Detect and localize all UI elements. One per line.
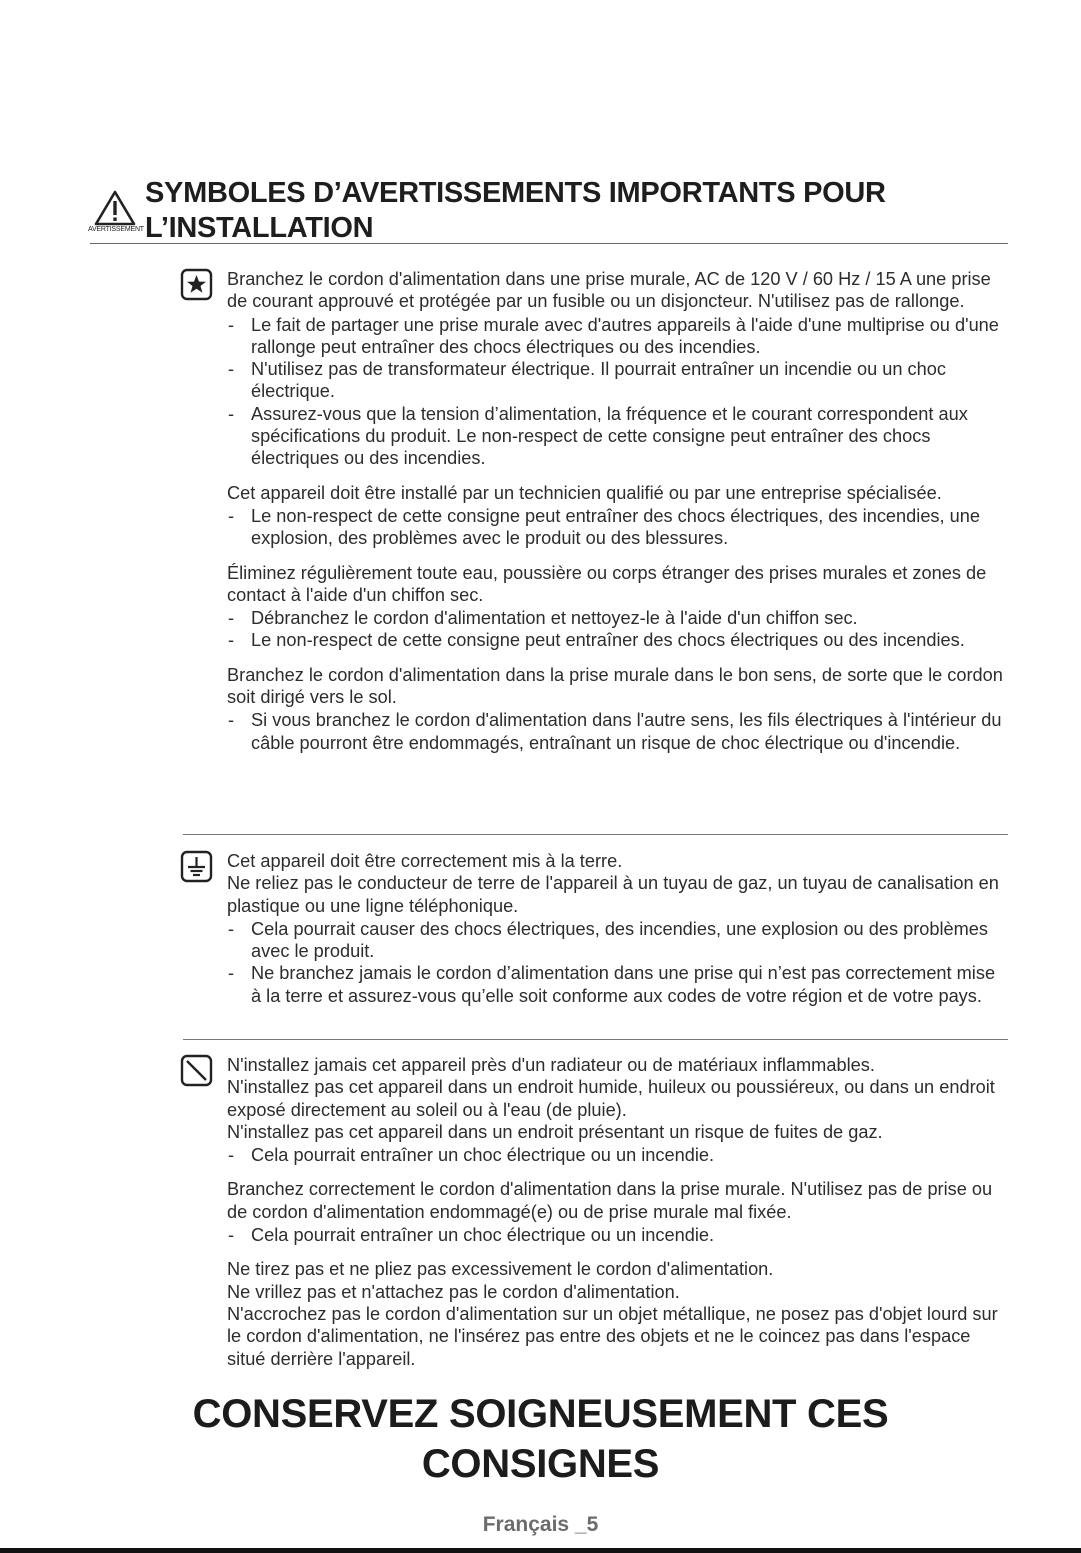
bullet-text: Cela pourrait entraîner un choc électrique ou un incendie. bbox=[251, 1225, 715, 1246]
bullet-text: Le non-respect de cette consigne peut entraîner des chocs électriques, des incendies, une explosion, des problèmes avec le produit ou des blessures. bbox=[251, 505, 980, 549]
instruction-line: Ne tirez pas et ne pliez pas excessivement le cordon d'alimentation. bbox=[227, 1259, 774, 1280]
bullet-item bbox=[227, 629, 1007, 651]
page-number: Français _5 bbox=[482, 1513, 599, 1536]
instruction-line: Ne reliez pas le conducteur de terre de l'appareil à un tuyau de gaz, un tuyau de canalisation en plastique ou une ligne téléphonique. bbox=[227, 873, 999, 916]
bullet-dash: - bbox=[228, 918, 235, 939]
bullet-dash: - bbox=[228, 314, 235, 335]
bullet-item bbox=[227, 962, 1007, 1007]
instruction-line: N'installez jamais cet appareil près d'un radiateur ou de matériaux inflammables. bbox=[227, 1055, 875, 1075]
instruction-paragraph bbox=[227, 1054, 1007, 1143]
title-line-1: SYMBOLES D’AVERTISSEMENTS IMPORTANTS POUR bbox=[145, 177, 886, 209]
bullet-item bbox=[227, 314, 1007, 359]
closing-notice-line-1: CONSERVEZ SOIGNEUSEMENT CES bbox=[192, 1392, 889, 1436]
bullet-item bbox=[227, 1144, 1007, 1166]
instruction-line: N'accrochez pas le cordon d'alimentation sur un objet métallique, ne posez pas d'objet lourd sur le cordon d'alimentation, ne l'insérez pas entre des objets et ne le coincez pas dans l'espace situé derrière l'appareil. bbox=[227, 1303, 998, 1369]
bullet-item bbox=[227, 709, 1007, 754]
bullet-text: Le fait de partager une prise murale avec d'autres appareils à l'aide d'une multiprise ou d'une rallonge peut entraîner des chocs électriques ou des incendies. bbox=[251, 314, 999, 357]
instruction-line: N'installez pas cet appareil dans un endroit humide, huileux ou poussiéreux, ou dans un endroit exposé directement au soleil ou à l'eau (de pluie). bbox=[227, 1077, 995, 1120]
bullet-text: Si vous branchez le cordon d'alimentation dans l'autre sens, les fils électriques à l'intérieur du câble pourront être endommagés, entraînant un risque de choc électrique ou d'incendie. bbox=[251, 710, 1002, 753]
bullet-text: N'utilisez pas de transformateur électrique. Il pourrait entraîner un incendie ou un choc électrique. bbox=[251, 359, 946, 402]
bullet-item bbox=[227, 1224, 1007, 1246]
bullet-dash: - bbox=[228, 710, 235, 731]
bullet-dash: - bbox=[228, 630, 235, 651]
bullet-dash: - bbox=[228, 1225, 235, 1246]
bullet-list bbox=[227, 1224, 1007, 1246]
warning-triangle-icon bbox=[94, 190, 136, 226]
section-divider bbox=[183, 1039, 1008, 1040]
bullet-text: Ne branchez jamais le cordon d’alimentation dans une prise qui n’est pas correctement mise à la terre et assurez-vous qu’elle soit conforme aux codes de votre région et de votre pays. bbox=[251, 963, 996, 1006]
bullet-list bbox=[227, 918, 1007, 1007]
bottom-border bbox=[0, 1548, 1081, 1553]
section-divider bbox=[183, 834, 1008, 835]
bullet-dash: - bbox=[228, 608, 235, 629]
instruction-paragraph: Branchez le cordon d'alimentation dans la prise murale dans le bon sens, de sorte que le cordon soit dirigé vers le sol. bbox=[227, 664, 1003, 708]
warning-symbol bbox=[88, 190, 142, 233]
bullet-list bbox=[227, 314, 1007, 470]
page-title bbox=[145, 176, 1005, 246]
section-body bbox=[227, 268, 1007, 766]
bullet-dash: - bbox=[228, 1145, 235, 1166]
title-divider bbox=[90, 243, 1008, 244]
instruction-paragraph: Branchez le cordon d'alimentation dans une prise murale, AC de 120 V / 60 Hz / 15 A une prise de courant approuvé et protégée par un fusible ou un disjoncteur. N'utilisez pas de rallonge. bbox=[227, 269, 991, 312]
bullet-item bbox=[227, 607, 1007, 629]
bullet-dash: - bbox=[228, 403, 235, 424]
instruction-paragraph bbox=[227, 1258, 1007, 1369]
bullet-text: Cela pourrait causer des chocs électriques, des incendies, une explosion ou des problèmes avec le produit. bbox=[251, 918, 989, 962]
prohibited-icon bbox=[180, 1054, 213, 1087]
star-icon bbox=[180, 268, 213, 301]
bullet-list bbox=[227, 505, 1007, 550]
instruction-paragraph: Branchez correctement le cordon d'alimentation dans la prise murale. N'utilisez pas de prise ou de cordon d'alimentation endommagé(e) ou de prise murale mal fixée. bbox=[227, 1179, 993, 1222]
instruction-line: Ne vrillez pas et n'attachez pas le cordon d'alimentation. bbox=[227, 1281, 680, 1302]
bullet-item bbox=[227, 358, 1007, 403]
bullet-dash: - bbox=[228, 505, 235, 526]
bullet-text: Débranchez le cordon d'alimentation et nettoyez-le à l'aide d'un chiffon sec. bbox=[251, 608, 858, 629]
bullet-text: Le non-respect de cette consigne peut entraîner des chocs électriques ou des incendies. bbox=[251, 630, 965, 651]
bullet-dash: - bbox=[228, 359, 235, 380]
ground-icon bbox=[180, 850, 213, 883]
instruction-line: N'installez pas cet appareil dans un endroit présentant un risque de fuites de gaz. bbox=[227, 1121, 883, 1142]
closing-notice bbox=[0, 1389, 1081, 1489]
closing-notice-line-2: CONSIGNES bbox=[421, 1442, 660, 1486]
instruction-paragraph: Cet appareil doit être installé par un technicien qualifié ou par une entreprise spécialisée. bbox=[227, 482, 942, 503]
instruction-line: Cet appareil doit être correctement mis à la terre. bbox=[227, 851, 623, 871]
bullet-item bbox=[227, 505, 1007, 550]
section-body bbox=[227, 850, 1007, 1019]
bullet-list bbox=[227, 1144, 1007, 1166]
warning-caption: AVERTISSEMENT bbox=[88, 226, 144, 233]
bullet-list bbox=[227, 607, 1007, 652]
bullet-list bbox=[227, 709, 1007, 754]
bullet-text: Assurez-vous que la tension d’alimentation, la fréquence et le courant correspondent aux spécifications du produit. Le non-respect de cette consigne peut entraîner des chocs électriques ou des incendies. bbox=[251, 403, 968, 469]
section-body bbox=[227, 1054, 1007, 1381]
instruction-paragraph: Éliminez régulièrement toute eau, poussière ou corps étranger des prises murales et zones de contact à l'aide d'un chiffon sec. bbox=[227, 562, 987, 605]
bullet-item bbox=[227, 918, 1007, 963]
instruction-paragraph bbox=[227, 850, 1007, 917]
bullet-item bbox=[227, 403, 1007, 470]
title-line-2: L’INSTALLATION bbox=[145, 212, 374, 244]
bullet-dash: - bbox=[228, 963, 235, 984]
bullet-text: Cela pourrait entraîner un choc électrique ou un incendie. bbox=[251, 1145, 715, 1166]
